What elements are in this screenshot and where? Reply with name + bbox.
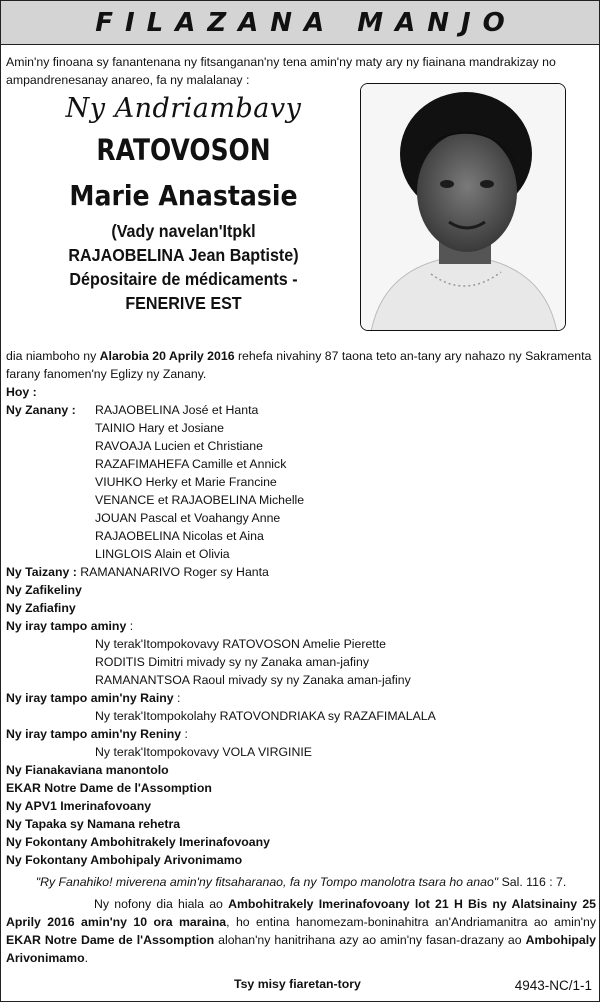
group-item: Ny Fianakaviana manontolo — [6, 763, 169, 777]
list-item: RAMANANTSOA Raoul mivady sy ny Zanaka aman-jafiny — [95, 673, 411, 687]
group-item: Ny Fokontany Ambohitrakely Imerinafovoany — [6, 835, 270, 849]
list-item: RODITIS Dimitri mivady sy ny Zanaka aman-jafiny — [95, 655, 370, 669]
in-laws-label: Ny Taizany : — [6, 565, 77, 579]
children-label: Ny Zanany : — [6, 403, 76, 417]
group-item: Ny Tapaka sy Namana rehetra — [6, 817, 181, 831]
no-flowers-note: Tsy misy fiaretan-tory — [234, 977, 361, 991]
list-item: RAJAOBELINA Nicolas et Aina — [95, 529, 264, 543]
list-item: Ny terak'Itompokovavy RATOVOSON Amelie Pierette — [95, 637, 386, 651]
great-grandchildren-label: Ny Zafiafiny — [6, 601, 76, 615]
spouse-line-2: RAJAOBELINA Jean Baptiste) — [68, 245, 299, 265]
death-date: Alarobia 20 Aprily 2016 — [99, 349, 235, 363]
list-item: VENANCE et RAJAOBELINA Michelle — [95, 493, 305, 507]
maternal-label-row: Ny iray tampo amin'ny Reniny : — [6, 727, 188, 741]
notice-header — [1, 1, 599, 45]
notice-title: FILAZANA MANJO — [95, 7, 517, 38]
group-item: Ny Fokontany Ambohipaly Arivonimamo — [6, 853, 243, 867]
death-announcement: dia niamboho ny Alarobia 20 Aprily 2016 rehefa nivahiny 87 taona teto an-tany ary nahazo ny Sakramenta farany fanomen'ny Eglizy ny Zanany. — [6, 349, 592, 381]
reference-code: 4943-NC/1-1 — [514, 978, 592, 993]
siblings-label: Ny iray tampo aminy — [6, 619, 127, 633]
list-item: RAVOAJA Lucien et Christiane — [95, 439, 263, 453]
deceased-given-names: Marie Anastasie — [69, 179, 298, 212]
list-item: RAJAOBELINA José et Hanta — [95, 403, 259, 417]
list-item: Ny terak'Itompokolahy RATOVONDRIAKA sy RAZAFIMALALA — [95, 709, 436, 723]
funeral-details: Ny nofony dia hiala ao Ambohitrakely Imerinafovoany lot 21 H Bis ny Alatsinainy 25 Aprily 2016 amin'ny 10 ora maraina, ho entina hanomezam-boninahitra an'Andriamanitra ao amin'ny EKAR Notre Dame de l'Assomption alohan'ny hanitrihana azy ao amin'ny fasan-drazany ao Ambohipaly Arivonimamo. — [6, 897, 596, 965]
deceased-headline — [1, 91, 366, 315]
list-item: RAZAFIMAHEFA Camille et Annick — [95, 457, 287, 471]
list-item: LINGLOIS Alain et Olivia — [95, 547, 230, 561]
profession-line-1: Dépositaire de médicaments - — [69, 269, 298, 289]
deceased-surname: RATOVOSON — [96, 133, 271, 167]
paternal-label-row: Ny iray tampo amin'ny Rainy : — [6, 691, 181, 705]
spouse-line-1: (Vady navelan'Itpkl — [111, 221, 256, 241]
quote-text: "Ry Fanahiko! miverena amin'ny fitsaharanao, fa ny Tompo manolotra tsara ho anao" — [35, 875, 499, 889]
quote-ref: Sal. 116 : 7. — [498, 875, 567, 889]
maternal-label: Ny iray tampo amin'ny Reniny — [6, 727, 182, 741]
list-item: VIUHKO Herky et Marie Francine — [95, 475, 277, 489]
profession-line-2: FENERIVE EST — [125, 293, 242, 313]
intro-text: Amin'ny finoana sy fanantenana ny fitsanganan'ny tena amin'ny maty ary ny fiainana mandrakizay no ampandrenesanay anareo, fa ny malalanay : — [6, 55, 556, 87]
notice-footer — [6, 975, 596, 995]
psalm-quote — [6, 873, 596, 893]
portrait-icon — [361, 84, 566, 331]
grandchildren-label: Ny Zafikeliny — [6, 583, 82, 597]
siblings-label-row: Ny iray tampo aminy : — [6, 619, 134, 633]
list-item: Ny terak'Itompokovavy VOLA VIRGINIE — [95, 745, 312, 759]
list-item: JOUAN Pascal et Voahangy Anne — [95, 511, 281, 525]
notice-body — [6, 347, 596, 967]
portrait-photo — [360, 83, 566, 331]
list-item: TAINIO Hary et Josiane — [95, 421, 224, 435]
children-first-row — [6, 401, 596, 419]
in-laws-row — [6, 563, 596, 581]
honorific: Ny Andriambavy — [65, 93, 302, 124]
group-item: Ny APV1 Imerinafovoany — [6, 799, 152, 813]
group-item: EKAR Notre Dame de l'Assomption — [6, 781, 212, 795]
hoy-label: Hoy : — [6, 385, 37, 399]
in-laws-names: RAMANANARIVO Roger sy Hanta — [80, 565, 269, 579]
paternal-label: Ny iray tampo amin'ny Rainy — [6, 691, 174, 705]
